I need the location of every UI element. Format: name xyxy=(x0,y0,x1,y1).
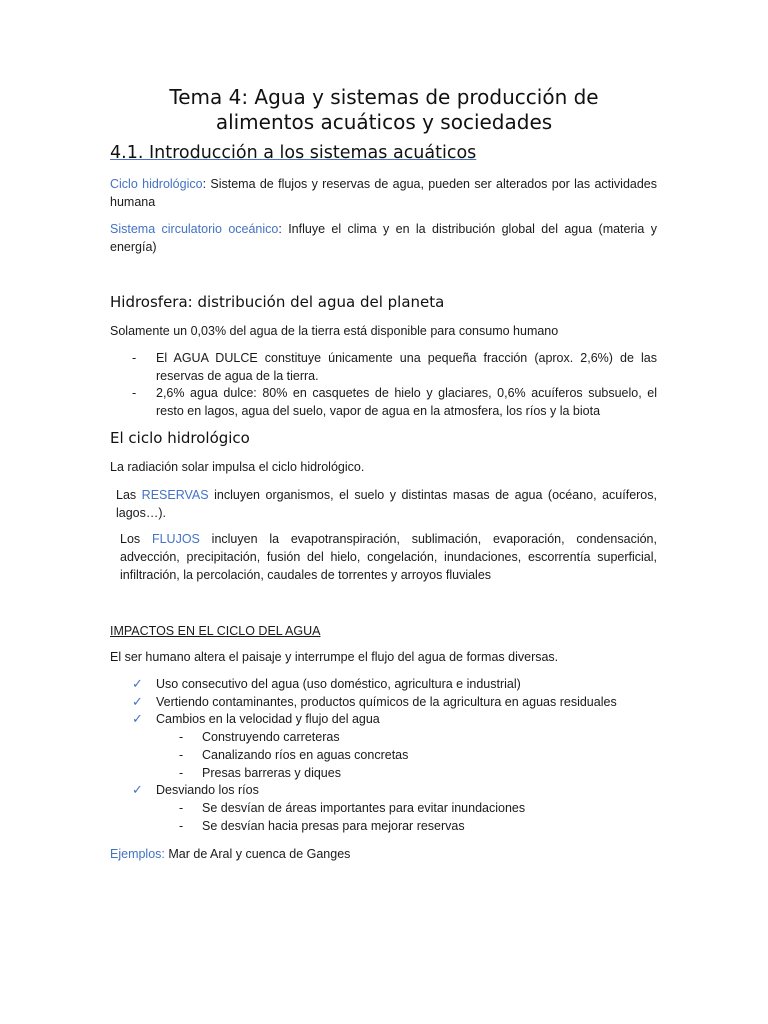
paragraph-ejemplos xyxy=(110,845,657,863)
term-flujos: FLUJOS xyxy=(151,532,200,546)
list-item-text: El AGUA DULCE constituye únicamente una pequeña fracción (aprox. 2,6%) de las reservas de agua de la tierra. xyxy=(156,351,657,383)
check-icon: ✓ xyxy=(132,694,143,709)
paragraph-reservas xyxy=(110,486,657,522)
sistema-definition-text: : Influye el clima y en la distribución global del agua (materia y energía) xyxy=(110,222,657,254)
paragraph-hidrosfera: Solamente un 0,03% del agua de la tierra está disponible para consumo humano xyxy=(110,324,559,338)
term-ciclo: Ciclo hidrológico xyxy=(110,177,203,191)
title-line-1: Tema 4: Agua y sistemas de producción de xyxy=(169,85,599,109)
heading-impactos: IMPACTOS EN EL CICLO DEL AGUA xyxy=(110,624,321,638)
check-item-text: Cambios en la velocidad y flujo del agua xyxy=(156,712,380,726)
check-icon: ✓ xyxy=(132,782,143,797)
sub-item-text: Presas barreras y diques xyxy=(202,766,341,780)
check-icon: ✓ xyxy=(132,711,143,726)
sub-item-text: Se desvían hacia presas para mejorar reservas xyxy=(202,819,465,833)
list-item-text: 2,6% agua dulce: 80% en casquetes de hielo y glaciares, 0,6% acuíferos subsuelo, el resto en lagos, agua del suelo, vapor de agua en la atmosfera, los ríos y la biota xyxy=(156,386,657,418)
heading-ciclo: El ciclo hidrológico xyxy=(110,429,250,447)
dash-marker: - xyxy=(179,748,184,762)
paragraph-flujos xyxy=(110,530,657,584)
term-sistema: Sistema circulatorio oceánico xyxy=(110,222,279,236)
dash-marker: - xyxy=(132,351,137,365)
flujos-text: incluyen la evapotranspiración, sublimación, evaporación, condensación, advección, precipitación, fusión del hielo, congelación, inundaciones, escorrentía superficial, infiltración, la percolación, caudales de torrentes y arroyos fluviales xyxy=(120,532,657,582)
reservas-text: incluyen organismos, el suelo y distintas masas de agua (océano, acuíferos, lagos…). xyxy=(116,488,657,520)
dash-marker: - xyxy=(132,386,137,400)
section-heading-intro: 4.1. Introducción a los sistemas acuáticos xyxy=(110,143,477,163)
sub-item-text: Construyendo carreteras xyxy=(202,730,340,744)
check-icon: ✓ xyxy=(132,676,143,691)
paragraph-ciclo-definition xyxy=(110,175,657,211)
heading-hidrosfera: Hidrosfera: distribución del agua del planeta xyxy=(110,293,445,311)
paragraph-radiacion: La radiación solar impulsa el ciclo hidrológico. xyxy=(110,460,365,474)
dash-marker: - xyxy=(179,766,184,780)
ciclo-definition-text: : Sistema de flujos y reservas de agua, pueden ser alterados por las actividades humana xyxy=(110,177,657,209)
sub-item-text: Se desvían de áreas importantes para evitar inundaciones xyxy=(202,801,526,815)
check-item-text: Vertiendo contaminantes, productos químicos de la agricultura en aguas residuales xyxy=(156,695,617,709)
check-item-text: Uso consecutivo del agua (uso doméstico, agricultura e industrial) xyxy=(156,677,521,691)
sub-item-text: Canalizando ríos en aguas concretas xyxy=(202,748,409,762)
title-line-2: alimentos acuáticos y sociedades xyxy=(215,110,553,134)
reservas-prefix: Las xyxy=(116,488,142,502)
document-title xyxy=(110,85,658,135)
dash-marker: - xyxy=(179,730,184,744)
list-item xyxy=(110,349,657,385)
term-reservas: RESERVAS xyxy=(141,488,209,502)
paragraph-impactos: El ser humano altera el paisaje y interrumpe el flujo del agua de formas diversas. xyxy=(110,650,559,664)
flujos-prefix: Los xyxy=(120,532,152,546)
paragraph-sistema-definition xyxy=(110,220,657,256)
check-item-text: Desviando los ríos xyxy=(156,783,259,797)
list-item xyxy=(110,384,657,420)
dash-marker: - xyxy=(179,819,184,833)
label-ejemplos: Ejemplos: xyxy=(110,847,165,861)
ejemplos-text: Mar de Aral y cuenca de Ganges xyxy=(164,847,351,861)
dash-marker: - xyxy=(179,801,184,815)
